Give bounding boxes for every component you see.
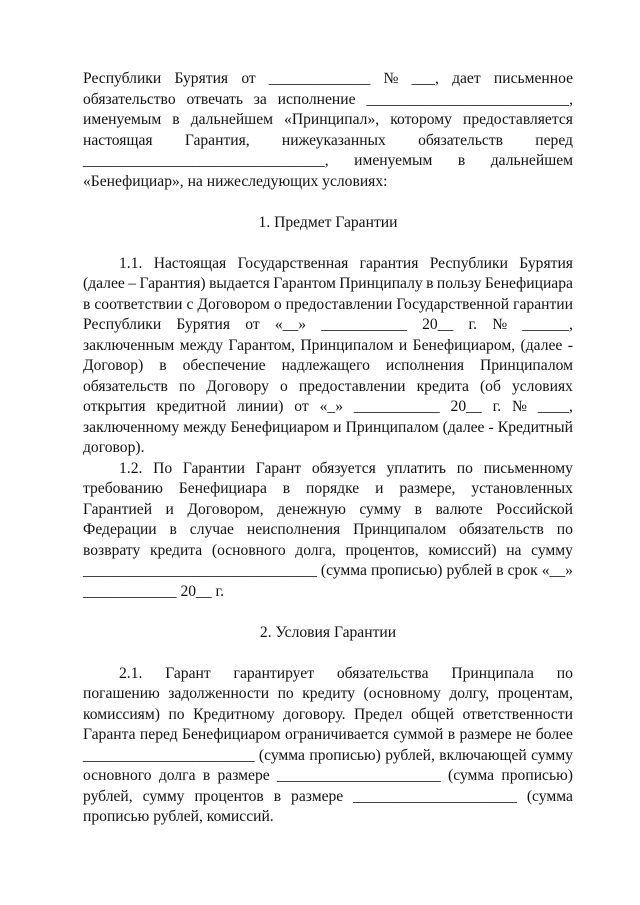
word: перед (535, 131, 573, 149)
word: гарантии (513, 295, 573, 313)
intro-paragraph (83, 69, 573, 192)
word: возврату (83, 541, 141, 559)
word: Гарантии (182, 459, 245, 477)
word: 2.1. (119, 664, 143, 682)
word: (сумма (258, 746, 305, 764)
text-line (83, 459, 573, 480)
word: в (447, 726, 456, 743)
word: Российской (496, 500, 573, 518)
word: _____________ (268, 70, 371, 87)
word: общей (410, 705, 454, 723)
word: дает (452, 70, 481, 87)
word: «__» (274, 316, 307, 333)
word: о (279, 377, 288, 395)
text-line (83, 377, 573, 398)
paragraph-1-2 (83, 459, 573, 603)
word: рублей, (385, 746, 435, 764)
text-line (83, 807, 573, 828)
word: Гарантом, (228, 336, 295, 354)
paragraph-1-1 (83, 254, 573, 459)
word: процентам, (497, 685, 573, 702)
word: о (273, 295, 282, 313)
word: (сумма (320, 562, 367, 579)
word: Бенефициара (484, 275, 573, 292)
word: – (128, 275, 137, 292)
word: ______, (522, 316, 573, 333)
word: Бурятия (174, 70, 229, 87)
word: (далее (83, 275, 125, 292)
word: нижеуказанных (281, 131, 386, 149)
word: обязуется (311, 459, 376, 477)
word: на (506, 541, 522, 559)
word: в (426, 275, 434, 292)
word: по (456, 459, 473, 477)
text-line (83, 131, 573, 152)
word: ___________ (321, 316, 407, 333)
word: дальнейшем (190, 111, 273, 128)
word: исполнения (385, 357, 465, 374)
word: за (253, 90, 267, 108)
word: кредиту (302, 685, 356, 702)
word: Принципалом (345, 418, 439, 436)
line-text: «Бенефициар», на нижеследующих условиях: (83, 172, 388, 190)
word: Предел (354, 705, 403, 723)
line-text: ____________ 20__ г. (83, 582, 225, 600)
word: «Принципал», (284, 111, 380, 128)
word: Договору (206, 377, 269, 395)
word: гарантирует (233, 664, 315, 682)
word: 1.2. (119, 459, 143, 477)
word: _____________________ (276, 767, 441, 784)
word: неисполнения (246, 521, 341, 538)
text-line (83, 684, 573, 705)
word: более (535, 726, 573, 743)
word: с (186, 295, 194, 313)
word: «_» (319, 398, 343, 415)
word: Принципала (451, 664, 534, 682)
word: в (202, 767, 211, 784)
word: Гарантией (83, 500, 153, 518)
word: Гарант (255, 459, 302, 477)
word: по (556, 521, 573, 538)
word: исполнение (277, 90, 356, 108)
word: между (183, 418, 227, 436)
line-text: прописью рублей, комиссий. (83, 808, 274, 825)
word: ___, (411, 70, 439, 87)
word: Принципалом (479, 357, 573, 374)
text-line (83, 90, 573, 111)
word: (основному (363, 685, 441, 702)
text-line (83, 274, 573, 295)
word: размере (291, 787, 344, 805)
word: которому (390, 111, 452, 128)
word: Договор) (83, 357, 144, 374)
word: по (277, 685, 294, 702)
word: ограничивается (284, 726, 389, 743)
word: срок (507, 562, 538, 579)
text-line (83, 69, 573, 90)
word: кредита (149, 541, 203, 559)
word: _______________________________, (83, 152, 329, 169)
word: в (83, 295, 91, 313)
word: письменному (483, 459, 573, 477)
word: 20__ (450, 398, 482, 415)
text-line (83, 746, 573, 767)
word: обеспечение (182, 357, 266, 374)
text-line (83, 356, 573, 377)
word: по (168, 705, 185, 723)
word: ____, (537, 398, 573, 415)
text-line (83, 254, 573, 275)
word: заключенным (83, 336, 175, 354)
word: в (457, 152, 466, 169)
word: Федерации (83, 521, 157, 538)
word: процентов, (345, 541, 419, 559)
section-2-title: 2. Условия Гарантии (259, 623, 397, 641)
word: __________________________, (366, 90, 573, 108)
text-line (83, 295, 573, 316)
text-line (83, 438, 573, 459)
word: обязательств (418, 131, 503, 149)
text-line (83, 787, 573, 808)
word: от (294, 398, 309, 415)
word: условиях (511, 377, 573, 395)
text-line (83, 315, 573, 336)
word: долгу, (449, 685, 490, 702)
word: № (512, 398, 527, 415)
word: не (516, 726, 532, 743)
word: Настоящая (153, 254, 227, 272)
text-line (83, 336, 573, 357)
word: Государственной (396, 295, 510, 313)
word: обязательство (83, 90, 176, 108)
word: Гарантом (273, 275, 336, 292)
word: в (273, 787, 282, 805)
word: Принципалом (300, 336, 394, 354)
word: Гарант (165, 664, 211, 682)
word: сумму (359, 500, 402, 518)
word: обязательств (458, 521, 544, 538)
word: в (496, 562, 504, 579)
word: - (567, 336, 573, 354)
word: размере (217, 767, 270, 784)
text-line (83, 541, 573, 562)
word: сумму (531, 746, 573, 764)
word: Принципалу (339, 275, 423, 292)
text-line (83, 520, 573, 541)
word: выдается (209, 275, 270, 292)
word: в (282, 480, 291, 497)
word: письменное (493, 70, 573, 87)
text-line (83, 582, 573, 603)
word: дальнейшем (490, 152, 573, 169)
word: отвечать (186, 90, 243, 108)
word: и (333, 418, 342, 436)
word: рублей, (83, 787, 133, 805)
word: (далее (442, 418, 485, 436)
word: предоставлении (285, 295, 393, 313)
word: суммой (393, 726, 444, 743)
word: валюте (435, 500, 483, 518)
word: г. (468, 316, 478, 333)
word: Гаранта (83, 726, 136, 743)
text-line (83, 418, 573, 439)
word: прописью) (501, 767, 573, 784)
word: надлежащего (281, 357, 370, 374)
word: г. (492, 398, 502, 415)
line-text: договор). (83, 439, 145, 456)
word: соответствии (94, 295, 183, 313)
word: ______________________________ (83, 562, 317, 579)
word: (основного (211, 541, 286, 559)
word: предоставляется (463, 111, 573, 128)
word: и (398, 336, 408, 354)
word: прописью) (370, 562, 443, 579)
document-page (83, 69, 573, 828)
word: кредита (416, 377, 469, 395)
text-line (83, 110, 573, 131)
word: Республики (83, 316, 162, 333)
word: - (488, 418, 494, 436)
word: предоставлении (298, 377, 406, 395)
word: уплатить (386, 459, 447, 477)
word: в (159, 357, 167, 374)
word: порядке (306, 480, 360, 497)
word: Принципалом (353, 521, 447, 538)
text-line (83, 561, 573, 582)
word: № (492, 316, 508, 333)
word: договору. (283, 705, 346, 723)
word: включающей (439, 746, 527, 764)
word: долга, (295, 541, 336, 559)
word: в (414, 500, 423, 518)
word: Договором, (187, 500, 264, 518)
word: _____________________ (353, 787, 517, 805)
word: основного (83, 767, 152, 784)
word: установленных (471, 480, 573, 497)
word: от (245, 316, 260, 333)
word: Бенефициаром (182, 726, 281, 743)
word: пользу (436, 275, 482, 292)
word: 1.1. (119, 254, 143, 272)
word: по (556, 664, 573, 682)
word: случае (189, 521, 234, 538)
word: настоящая (83, 131, 153, 149)
section-1-title: 1. Предмет Гарантии (258, 213, 398, 231)
word: Республики (83, 70, 162, 87)
word: Бенефициаром, (412, 336, 516, 354)
word: погашению (83, 685, 160, 702)
word: Бенефициаром (230, 418, 330, 436)
word: именуемым (354, 152, 433, 169)
word: сумму (531, 541, 573, 559)
word: прописью) (309, 746, 381, 764)
word: требованию (83, 480, 163, 497)
word: открытия (83, 398, 146, 415)
word: По (153, 459, 173, 477)
word: (об (479, 377, 501, 395)
word: Договором (197, 295, 270, 313)
word: кредитной (156, 398, 227, 415)
word: Бенефициара (178, 480, 267, 497)
word: Бурятия (176, 316, 231, 333)
text-line (83, 725, 573, 746)
word: обязательств (83, 377, 168, 395)
text-line (83, 479, 573, 500)
word: Бурятия (519, 254, 573, 272)
word: рублей (446, 562, 493, 579)
word: в (172, 111, 180, 128)
text-line (83, 766, 573, 787)
text-line (83, 397, 573, 418)
text-line (83, 664, 573, 685)
word: заключенному (83, 418, 180, 436)
word: и (165, 500, 174, 518)
word: задолженности (168, 685, 270, 702)
word: Гарантия) (139, 275, 206, 292)
word: обязательства (336, 664, 429, 682)
word: № (383, 70, 399, 87)
word: перед (139, 726, 178, 743)
word: в (169, 521, 177, 538)
word: по (178, 377, 196, 395)
word: Кредитному (193, 705, 275, 723)
word: Государственная (237, 254, 349, 272)
word: денежную (277, 500, 346, 518)
word: линии) (237, 398, 284, 415)
word: «__» (541, 562, 573, 579)
text-line (83, 500, 573, 521)
word: (далее (520, 336, 563, 354)
word: и (375, 480, 384, 497)
text-line (83, 151, 573, 172)
word: от (241, 70, 256, 87)
text-line (83, 172, 573, 193)
word: ___________ (353, 398, 440, 415)
word: сумму (142, 787, 185, 805)
word: 20__ (422, 316, 454, 333)
word: гарантия (359, 254, 419, 272)
word: ______________________ (83, 746, 255, 764)
word: Кредитный (497, 418, 573, 436)
word: размере (459, 726, 512, 743)
word: долга (158, 767, 196, 784)
word: комиссий) (428, 541, 497, 559)
paragraph-2-1 (83, 664, 573, 828)
word: комиссиям) (83, 705, 160, 723)
word: (сумма (526, 787, 573, 805)
text-line (83, 705, 573, 726)
word: (сумма (448, 767, 495, 784)
word: размере, (399, 480, 456, 497)
word: ответственности (462, 705, 573, 723)
word: Республики (429, 254, 508, 272)
word: именуемым (83, 111, 162, 128)
word: между (179, 336, 224, 354)
word: Гарантия, (184, 131, 250, 149)
word: процентов (194, 787, 264, 805)
